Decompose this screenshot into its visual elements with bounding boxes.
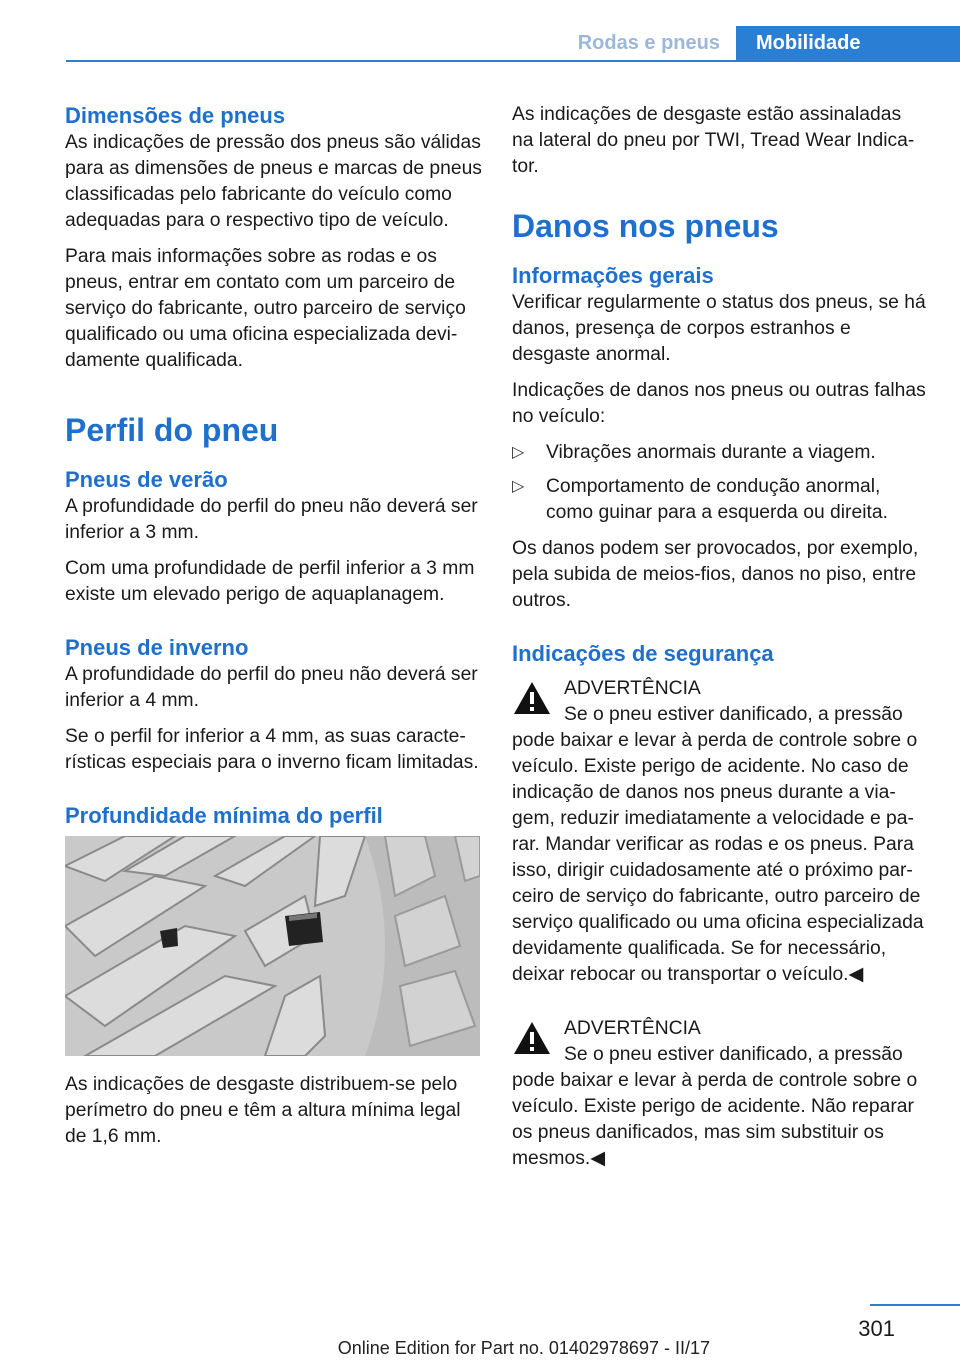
paragraph: Com uma profundidade de perfil inferior a 3 mm existe um elevado perigo de aquaplanagem. bbox=[65, 558, 475, 605]
heading-seguranca: Indicações de segurança bbox=[512, 641, 774, 666]
tyre-tread-illustration bbox=[65, 836, 480, 1056]
warning-block bbox=[512, 676, 927, 988]
heading-danos: Danos nos pneus bbox=[512, 208, 779, 244]
heading-inverno: Pneus de inverno bbox=[65, 635, 249, 660]
heading-minima: Profundidade mínima do perfil bbox=[65, 803, 383, 828]
header-rule bbox=[66, 60, 960, 62]
right-column bbox=[512, 102, 927, 1184]
paragraph: Se o perfil for inferior a 4 mm, as suas características especiais para o inverno ficam limitadas. bbox=[65, 726, 479, 773]
warning-block bbox=[512, 1016, 927, 1172]
heading-perfil: Perfil do pneu bbox=[65, 412, 279, 448]
warning-text: Se o pneu estiver danificado, a pressão pode baixar e levar à perda de controle sobre o veículo. Existe perigo de acidente. No caso de indicação de danos nos pneus durante a viagem, reduzir imediatamente a velocidade e parar. Mandar verificar as rodas e os pneus. Para isso, dirigir cuidadosamente até o próximo parceiro de serviço do fabricante, outro parceiro de serviço qualificado ou uma oficina especializada devidamente qualificada. Se for necessário, deixar rebocar ou transportar o veículo.◀ bbox=[512, 704, 924, 985]
heading-verao: Pneus de verão bbox=[65, 467, 228, 492]
header-section: Rodas e pneus bbox=[577, 32, 720, 54]
triangle-right-icon: ▷ bbox=[512, 478, 525, 495]
paragraph: Para mais informações sobre as rodas e os pneus, entrar em contato com um parceiro de serviço do fabricante, outro parceiro de serviço qualificado ou uma oficina especializada devidamente qualificada. bbox=[65, 246, 466, 371]
paragraph: As indicações de desgaste distribuem-se pelo perímetro do pneu e têm a altura mínima legal de 1,6 mm. bbox=[65, 1074, 461, 1147]
warning-text: Se o pneu estiver danificado, a pressão pode baixar e levar à perda de controle sobre o veículo. Existe perigo de acidente. Não reparar os pneus danificados, mas sim substituir os mesmos.◀ bbox=[512, 1044, 918, 1169]
warning-triangle-icon bbox=[512, 1020, 552, 1056]
paragraph: Indicações de danos nos pneus ou outras falhas no veículo: bbox=[512, 380, 926, 427]
left-column bbox=[65, 102, 485, 1160]
edition-note: Online Edition for Part no. 01402978697 - II/17 bbox=[337, 1338, 710, 1358]
page-number: 301 bbox=[858, 1316, 895, 1341]
paragraph: As indicações de pressão dos pneus são válidas para as dimensões de pneus e marcas de pneus classificadas pelo fabricante do veículo como adequadas para o respectivo tipo de veículo. bbox=[65, 132, 482, 231]
paragraph: Os danos podem ser provocados, por exemplo, pela subida de meios-fios, danos no piso, entre outros. bbox=[512, 538, 919, 611]
paragraph: As indicações de desgaste estão assinaladas na lateral do pneu por TWI, Tread Wear Indicator. bbox=[512, 104, 915, 177]
list-item: ▷ Comportamento de condução anormal, como guinar para a esquerda ou direita. bbox=[512, 476, 888, 523]
warning-title: ADVERTÊNCIA bbox=[564, 678, 701, 699]
heading-info: Informações gerais bbox=[512, 263, 714, 288]
footer-rule bbox=[870, 1304, 960, 1306]
paragraph: A profundidade do perfil do pneu não deverá ser inferior a 4 mm. bbox=[65, 664, 478, 711]
paragraph: A profundidade do perfil do pneu não deverá ser inferior a 3 mm. bbox=[65, 496, 478, 543]
bullet-list bbox=[512, 440, 927, 526]
triangle-right-icon: ▷ bbox=[512, 444, 525, 461]
list-item: ▷ Vibrações anormais durante a viagem. bbox=[512, 440, 927, 466]
heading-dimensoes: Dimensões de pneus bbox=[65, 103, 286, 128]
warning-title: ADVERTÊNCIA bbox=[564, 1018, 701, 1039]
header-chapter-tab[interactable]: Mobilidade bbox=[736, 26, 960, 60]
warning-triangle-icon bbox=[512, 680, 552, 716]
paragraph: Verificar regularmente o status dos pneus, se há danos, presença de corpos estranhos e desgaste anormal. bbox=[512, 292, 926, 365]
